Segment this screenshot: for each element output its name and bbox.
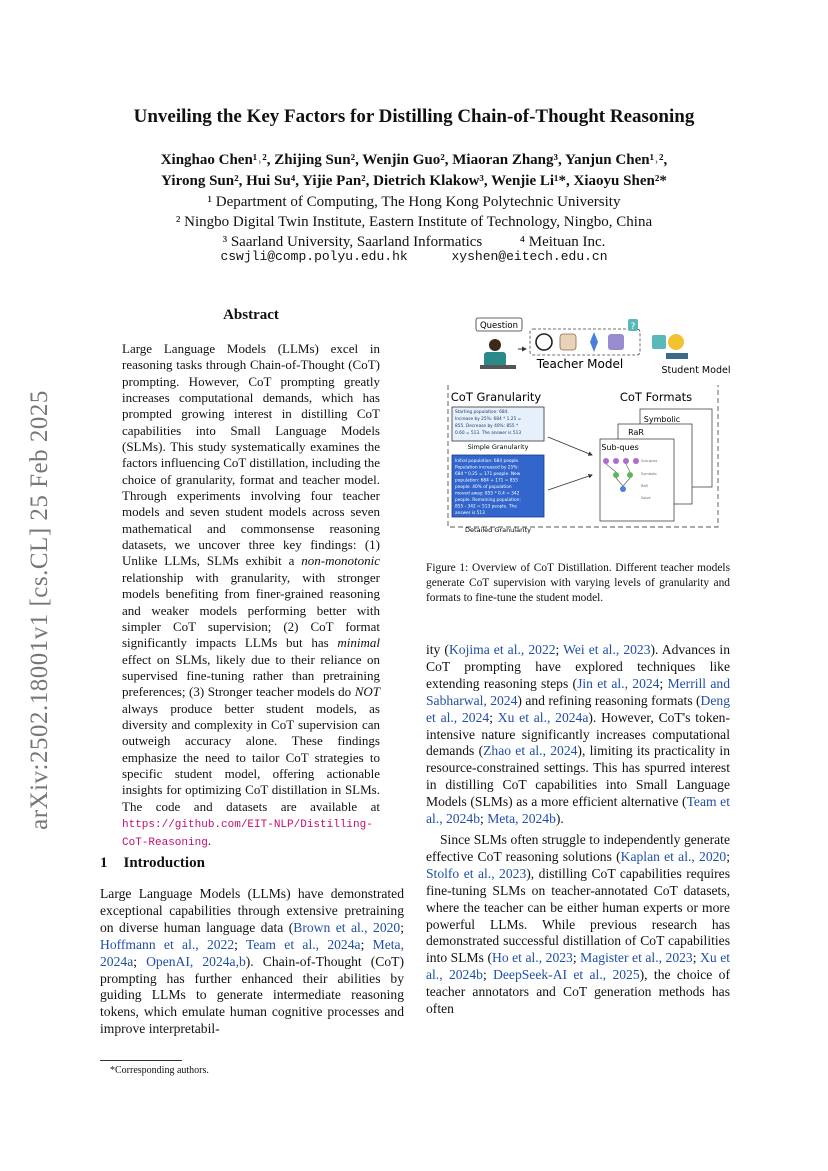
citation-link[interactable]: Meta, 2024b (487, 811, 556, 827)
paper-title: Unveiling the Key Factors for Distilling Chain-of-Thought Reasoning (133, 106, 695, 127)
abstract-heading: Abstract (223, 307, 279, 323)
person-icon (480, 339, 516, 369)
abstract-text: Large Language Models (LLMs) excel in reasoning tasks through Chain-of-Thought (CoT) prompting. However, CoT prompting greatly increases computational demands, which has prompted growing interest in distilling CoT capabilities into Small Language Models (SLMs). This study systematically examines the factors influencing CoT distillation, including the choice of granularity, format and teacher model. Through experiments involving four teacher models and seven student models across seven mathematical and commonsense reasoning datasets, we uncover three key findings: (1) Unlike LLMs, SLMs exhibit a (122, 341, 380, 569)
citation-link[interactable]: Brown et al., 2020 (293, 919, 401, 935)
detailed-granularity-label: Detailed Granularity (465, 526, 531, 534)
email-2[interactable]: xyshen@eitech.edu.cn (451, 249, 608, 264)
teacher-label: Teacher Model (536, 357, 624, 371)
formats-label: CoT Formats (619, 390, 693, 404)
abstract-text: . (207, 833, 212, 849)
code-link[interactable]: https://github.com/EIT-NLP/Distilling-CoT-Reasoning (122, 818, 373, 850)
arxiv-sidebar (18, 360, 62, 860)
emails (90, 249, 738, 264)
question-label: Question (479, 321, 519, 331)
format-label: Sub-ques (601, 443, 639, 452)
footnote-rule (100, 1060, 182, 1061)
abstract-body (122, 341, 380, 852)
arrow-icon (548, 437, 592, 455)
body-text: ). Chain-of-Thought (CoT) prompting has further enhanced their abilities by guiding LLMs to generate intermediate reasoning tokens, which emulate human cognitive processes and improve interpretabil- (100, 953, 404, 1037)
citation-link[interactable]: Xu et al., 2024a (497, 709, 589, 725)
arrow-icon (548, 475, 592, 490)
granularity-label: CoT Granularity (450, 390, 542, 404)
detailed-granularity-text: Initial population: 684 people. Population increased by 25%: 684 * 0.25 = 171 people. New population: 684 + 171 = 855 people. 40% of population moved away: 855 * 0.4 = 342 people. Remaining population: 855 - 342 = 513 people. The answer is 513 (455, 459, 521, 516)
citation-link[interactable]: Xu et al., 2024b (426, 950, 731, 983)
citation-link[interactable]: OpenAI, 2024a,b (146, 953, 246, 969)
citation-link[interactable]: DeepSeek-AI et al., 2025 (493, 967, 640, 983)
authors-line-2: Yirong Sun², Hui Su⁴, Yijie Pan², Dietrich Klakow³, Wenjie Li¹*, Xiaoyu Shen²* (161, 173, 667, 189)
citation-link[interactable]: Hoffmann et al., 2022 (100, 936, 235, 952)
citation-link[interactable]: Magister et al., 2023 (580, 950, 693, 966)
email-1[interactable]: cswjli@comp.polyu.edu.hk (220, 249, 408, 264)
abstract-emphasis: NOT (354, 684, 380, 700)
footnote: *Corresponding authors. (110, 1065, 209, 1076)
section-number: 1 (100, 855, 108, 871)
citation-link[interactable]: Kaplan et al., 2020 (620, 848, 727, 864)
body-text: Large Language Models (LLMs) have demonstrated exceptional capabilities through extensive pretraining on diverse human language data ( (100, 886, 404, 935)
citation-link[interactable]: Ho et al., 2023 (492, 950, 573, 966)
citation-link[interactable]: Jin et al., 2024 (577, 675, 660, 691)
abstract-text: relationship with granularity, with stronger models benefiting from finer-grained reasoning and weaker models performing better with simpler CoT supervision; (2) CoT format significantly impacts LLMs but has (122, 569, 380, 651)
intro-paragraph: Large Language Models (LLMs) have demonstrated exceptional capabilities through extensive pretraining on diverse human language data (Brown et al., 2020; Hoffmann et al., 2022; Team et al., 2024a; Meta, 2024a; OpenAI, 2024a,b). Chain-of-Thought (CoT) prompting has further enhanced their abilities by guiding LLMs to generate intermediate reasoning tokens, which emulate human cognitive processes and improve interpretabil- (100, 886, 404, 1037)
arxiv-id: arXiv:2502.18001v1 [cs.CL] 25 Feb 2025 (26, 390, 53, 830)
simple-granularity-label: Simple Granularity (467, 443, 529, 451)
format-label: RaR (628, 428, 644, 437)
paragraph: Since SLMs often struggle to independently generate effective CoT reasoning solutions (Kaplan et al., 2020; Stolfo et al., 2023), distilling CoT capabilities requires fine-tuning SLMs on teacher-annotated CoT datasets, where the teacher can be either human experts or more powerful LLMs. While previous research has demonstrated successful distillation of CoT capabilities into SLMs (Ho et al., 2023; Magister et al., 2023; Xu et al., 2024b; DeepSeek-AI et al., 2025), the choice of teacher annotators and CoT generation methods has often (426, 831, 731, 1017)
paragraph: ity (Kojima et al., 2022; Wei et al., 2023). Advances in CoT prompting have explored techniques like extending reasoning steps (Jin et al., 2024; Merrill and Sabharwal, 2024) and refining reasoning formats (Deng et al., 2024; Xu et al., 2024a). However, CoT's token-intensive nature significantly increases computational demands (Zhao et al., 2024), limiting its practicality in resource-constrained settings. This has spurred interest in distilling CoT capabilities into Small Language Models (SLMs) as a more efficient alternative (Team et al., 2024b; Meta, 2024b). (426, 642, 730, 827)
openai-logo-icon (536, 334, 552, 350)
citation-link[interactable]: Zhao et al., 2024 (483, 743, 578, 759)
student-icon (652, 334, 688, 359)
authors-line-1: Xinghao Chen¹˒², Zhijing Sun², Wenjin Guo², Miaoran Zhang³, Yanjun Chen¹˒², (160, 152, 668, 168)
student-label: Student Model (661, 365, 731, 376)
section-heading-introduction (100, 855, 221, 872)
affiliation-2: ² Ningbo Digital Twin Institute, Eastern Institute of Technology, Ningbo, China (175, 214, 653, 230)
citation-link[interactable]: Meta, 2024a (100, 936, 404, 969)
llama-icon (560, 334, 576, 350)
citation-link[interactable]: Deng et al., 2024 (426, 692, 730, 725)
abstract-emphasis: non-monotonic (301, 553, 380, 569)
author-list (90, 150, 738, 192)
abstract-emphasis: minimal (337, 635, 380, 651)
figure-1 (440, 315, 740, 540)
format-label: Symbolic (643, 415, 681, 424)
citation-link[interactable]: Merrill and Sabharwal, 2024 (426, 675, 730, 708)
figure-caption: Figure 1: Overview of CoT Distillation. Different teacher models generate CoT supervision with varying levels of granularity and formats to fine-tune the student model. (426, 562, 730, 604)
section-title: Introduction (123, 855, 205, 871)
format-small-labels: Sub-ques Symbolic RaR Solve (641, 459, 658, 500)
simple-granularity-text: Starting population: 684. Increase by 25%: 684 * 1.25 = 855. Decrease by 40%: 855 * 0.60 = 513. The answer is 513 (455, 410, 522, 436)
citation-link[interactable]: Kojima et al., 2022 (448, 642, 556, 657)
citation-link[interactable]: Stolfo et al., 2023 (426, 865, 527, 881)
svg-text:?: ? (630, 322, 636, 332)
model-icon (608, 334, 624, 350)
citation-link[interactable]: Wei et al., 2023 (563, 642, 651, 657)
affiliations (90, 192, 738, 252)
affiliation-3: ³ Saarland University, Saarland Informatics ⁴ Meituan Inc. (222, 234, 606, 250)
figure-diagram (440, 315, 740, 540)
citation-link[interactable]: Team et al., 2024a (246, 936, 361, 952)
citation-link[interactable]: Team et al., 2024b (426, 794, 730, 827)
abstract-text: always produce better student models, as diversity and complexity in CoT supervision can outweigh accuracy alone. These findings emphasize the need to tailor CoT strategies to specific student model, offering actionable insights for optimizing CoT distillation in SLMs. The code and datasets are available at (122, 700, 380, 814)
gemini-icon (590, 332, 598, 352)
affiliation-1: ¹ Department of Computing, The Hong Kong Polytechnic University (207, 194, 621, 210)
right-column-text (426, 642, 730, 1018)
abstract-text: effect on SLMs, likely due to their reliance on supervised fine-tuning rather than pretraining preferences; (3) Stronger teacher models do (122, 651, 380, 700)
